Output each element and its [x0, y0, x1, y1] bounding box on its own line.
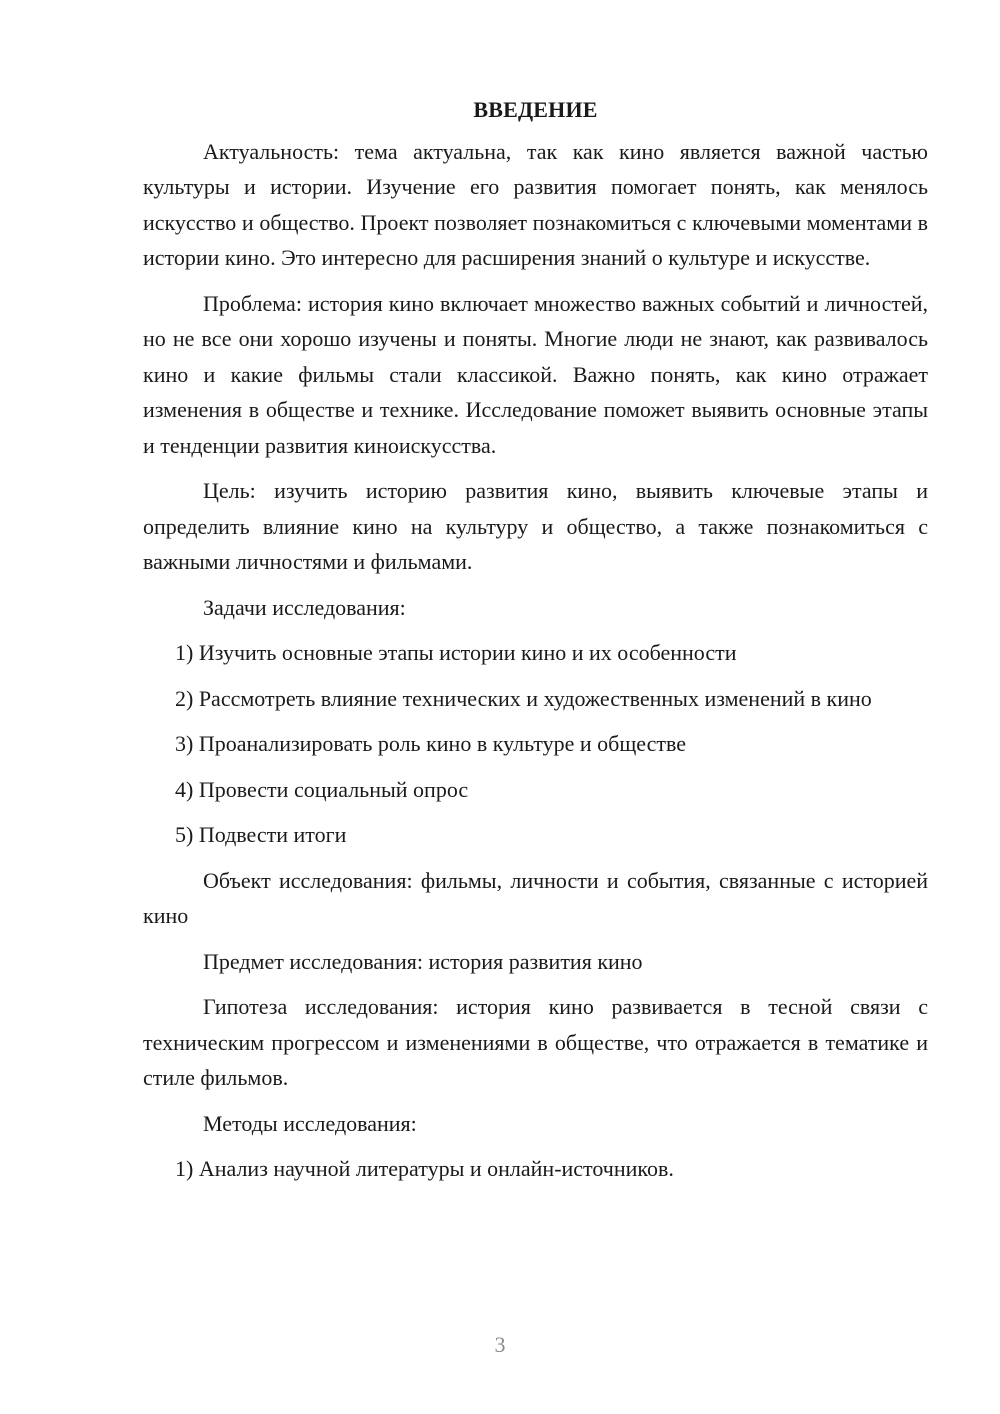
task-item: 1) Изучить основные этапы истории кино и их особенности	[175, 640, 737, 665]
task-item: 5) Подвести итоги	[175, 822, 347, 847]
goal-paragraph: Цель: изучить историю развития кино, выявить ключевые этапы и определить влияние кино на культуру и общество, а также познакомиться с важными личностями и фильмами.	[143, 478, 928, 574]
page-content	[143, 92, 928, 1197]
task-item: 3) Проанализировать роль кино в культуре и обществе	[175, 731, 687, 756]
relevance-paragraph: Актуальность: тема актуальна, так как кино является важной частью культуры и истории. Изучение его развития помогает понять, как менялось искусство и общество. Проект позволяет познакомиться с ключевыми моментами в истории кино. Это интересно для расширения знаний о культуре и искусстве.	[143, 138, 928, 270]
task-item: 2) Рассмотреть влияние технических и художественных изменений в кино	[175, 685, 872, 711]
section-heading: ВВЕДЕНИЕ	[473, 97, 598, 122]
methods-title: Методы исследования:	[203, 1110, 417, 1136]
page-number: 3	[494, 1332, 506, 1357]
method-item: 1) Анализ научной литературы и онлайн-источников.	[175, 1156, 674, 1181]
problem-paragraph: Проблема: история кино включает множество важных событий и личностей, но не все они хорошо изучены и поняты. Многие люди не знают, как развивалось кино и какие фильмы стали классикой. Важно понять, как кино отражает изменения в обществе и технике. Исследование поможет выявить основные этапы и тенденции развития киноискусства.	[143, 290, 928, 458]
task-item: 4) Провести социальный опрос	[175, 776, 469, 802]
subject-paragraph: Предмет исследования: история развития кино	[203, 948, 643, 974]
tasks-title: Задачи исследования:	[203, 594, 406, 620]
object-paragraph: Объект исследования: фильмы, личности и события, связанные с историей кино	[143, 867, 928, 928]
hypothesis-paragraph: Гипотеза исследования: история кино развивается в тесной связи с техническим прогрессом и изменениями в обществе, что отражается в тематике и стиле фильмов.	[143, 994, 928, 1090]
